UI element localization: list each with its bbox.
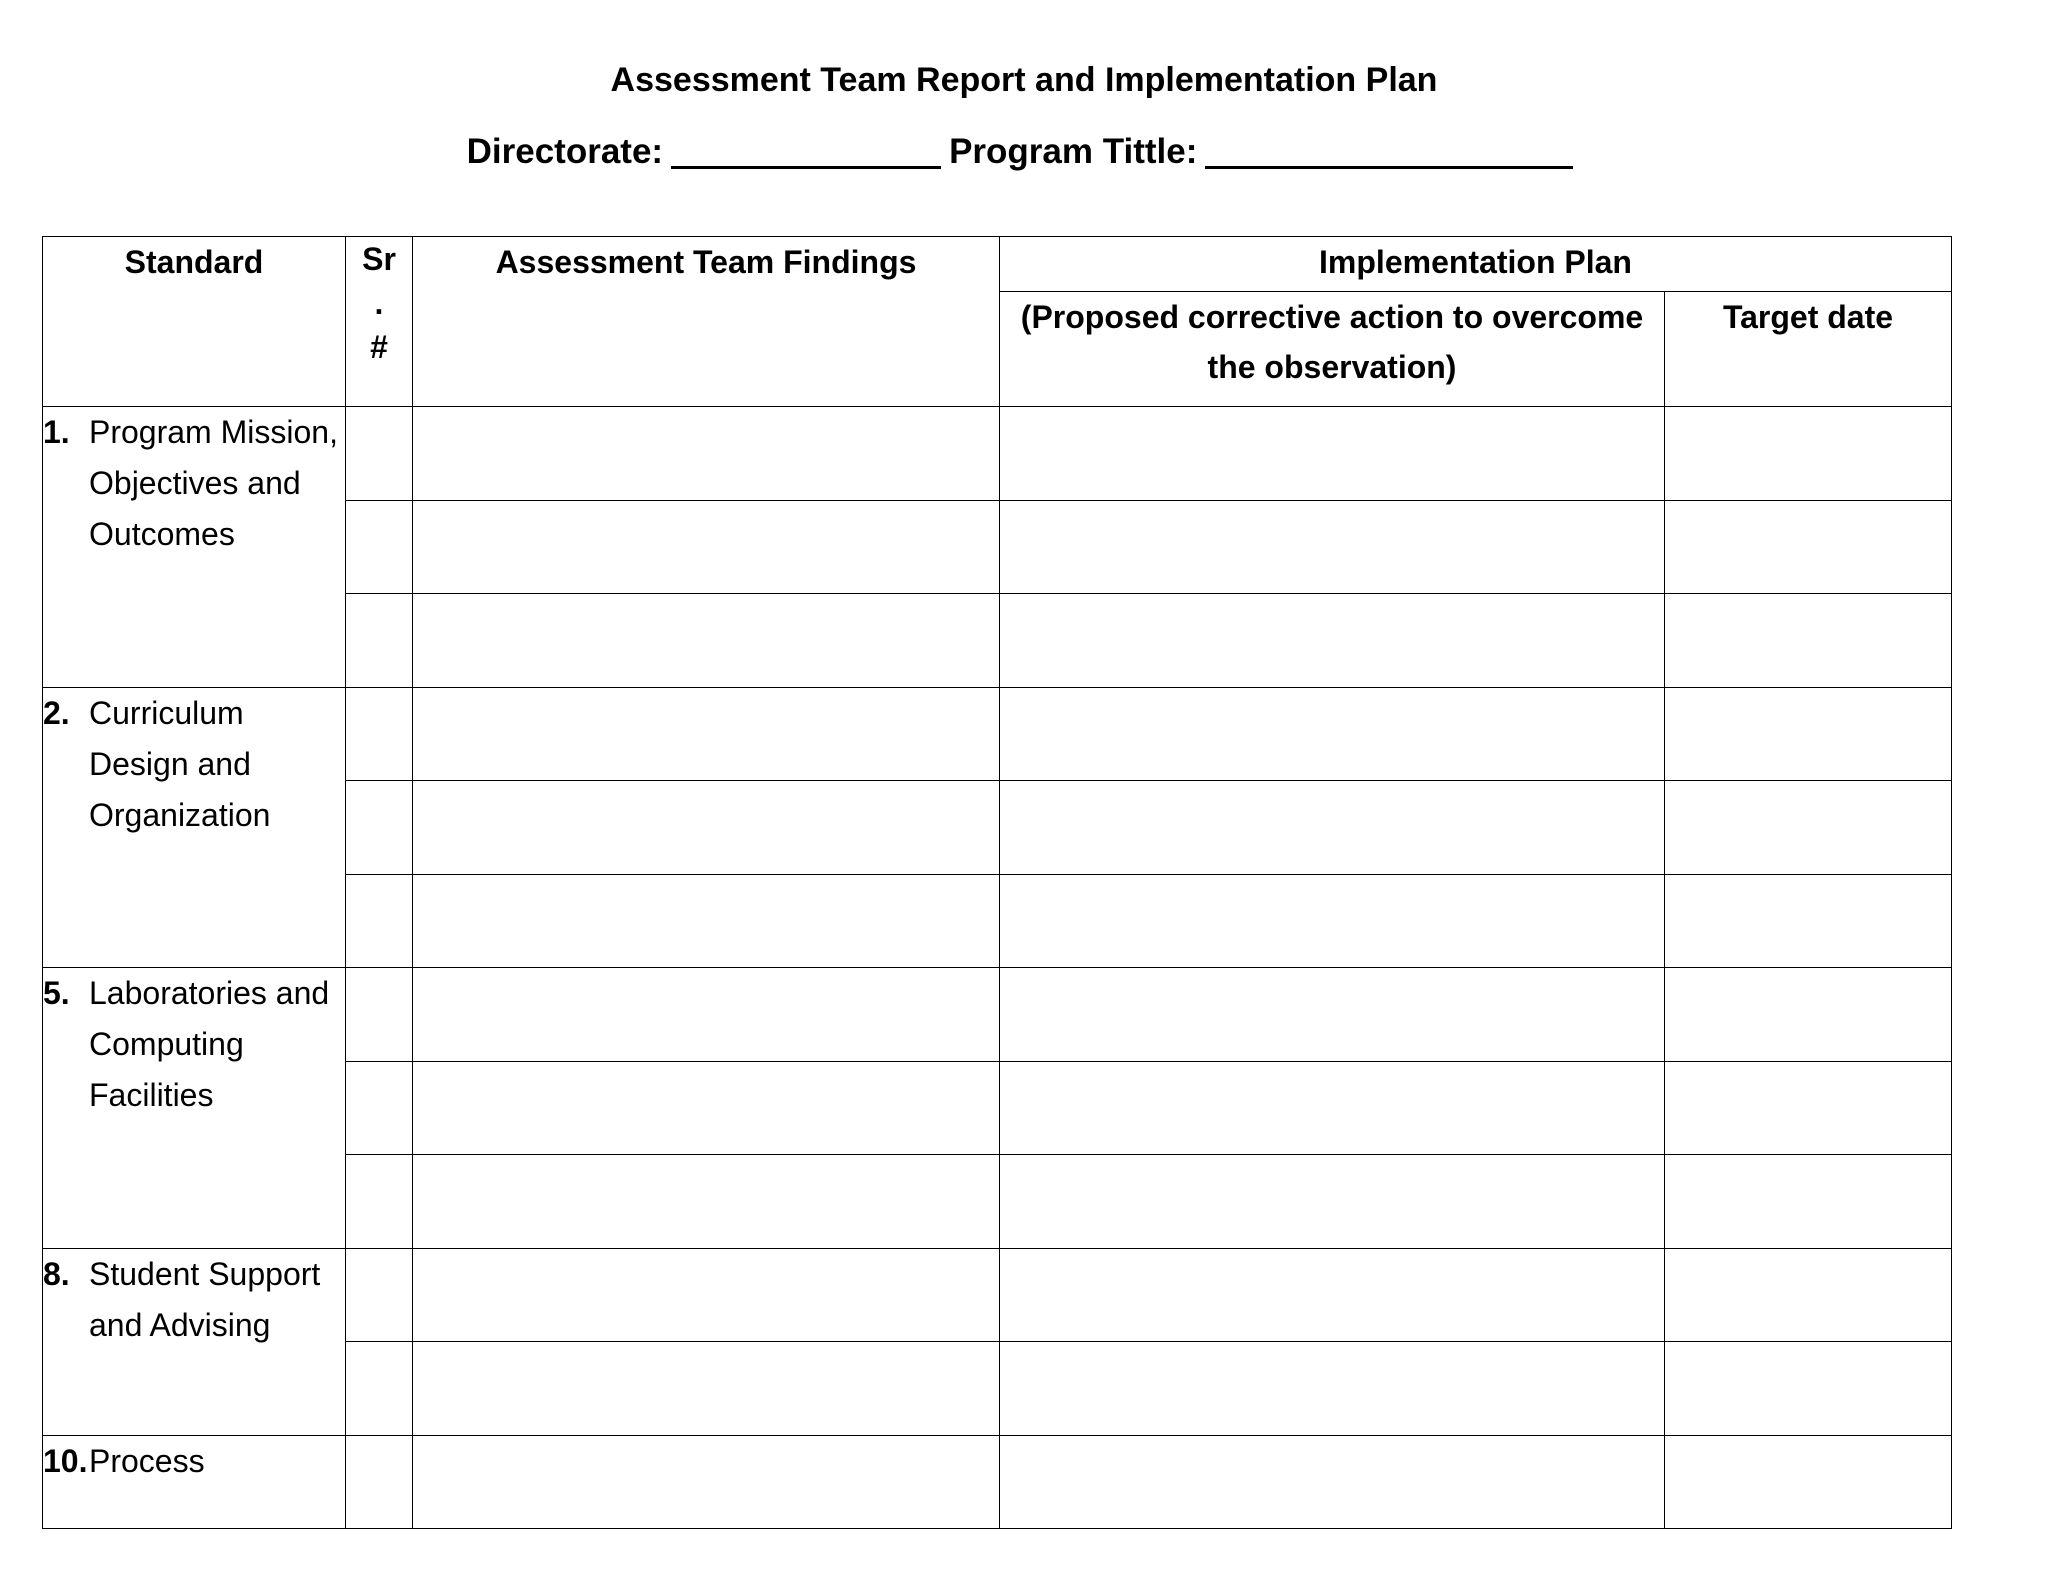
standard-name: Curriculum Design and Organization [89, 694, 271, 833]
findings-cell[interactable] [413, 781, 1000, 875]
program-title-blank-line[interactable] [1205, 130, 1573, 169]
header-standard: Standard [43, 237, 346, 407]
header-sr-line1: Sr [362, 241, 396, 277]
table-row [43, 1248, 1952, 1342]
serial-number-cell[interactable] [346, 968, 413, 1062]
corrective-action-cell[interactable] [1000, 1342, 1665, 1436]
table-row [43, 407, 1952, 501]
header-corrective-action: (Proposed corrective action to overcome the observation) [1000, 292, 1665, 407]
target-date-cell[interactable] [1665, 1155, 1952, 1249]
standard-cell [43, 968, 346, 1249]
standard-cell [43, 1248, 346, 1435]
findings-cell[interactable] [413, 1061, 1000, 1155]
target-date-cell[interactable] [1665, 500, 1952, 594]
table-body [43, 407, 1952, 1529]
serial-number-cell[interactable] [346, 687, 413, 781]
serial-number-cell[interactable] [346, 1248, 413, 1342]
standard-name: Program Mission, Objectives and Outcomes [89, 414, 338, 552]
standard-cell [43, 1435, 346, 1529]
directorate-blank-line[interactable] [671, 130, 941, 169]
standard-cell [43, 687, 346, 968]
implementation-plan-table [42, 236, 1952, 1529]
serial-number-cell[interactable] [346, 1342, 413, 1436]
findings-cell[interactable] [413, 968, 1000, 1062]
findings-cell[interactable] [413, 1155, 1000, 1249]
target-date-cell[interactable] [1665, 1435, 1952, 1529]
serial-number-cell[interactable] [346, 1435, 413, 1529]
corrective-action-cell[interactable] [1000, 1248, 1665, 1342]
header-target-date: Target date [1665, 292, 1952, 407]
document-subtitle [0, 126, 2048, 178]
header-sr-line2: . [374, 285, 384, 321]
corrective-action-cell[interactable] [1000, 874, 1665, 968]
target-date-cell[interactable] [1665, 687, 1952, 781]
standard-number: 5. [43, 975, 70, 1011]
corrective-action-cell[interactable] [1000, 500, 1665, 594]
serial-number-cell[interactable] [346, 500, 413, 594]
corrective-action-cell[interactable] [1000, 1435, 1665, 1529]
serial-number-cell[interactable] [346, 594, 413, 688]
target-date-cell[interactable] [1665, 1248, 1952, 1342]
standard-name: Student Support and Advising [89, 1255, 321, 1343]
standard-cell [43, 407, 346, 688]
table-row [43, 968, 1952, 1062]
target-date-cell[interactable] [1665, 594, 1952, 688]
standard-name: Process [89, 1442, 205, 1479]
table-row [43, 1435, 1952, 1529]
header-findings: Assessment Team Findings [413, 237, 1000, 407]
corrective-action-cell[interactable] [1000, 1155, 1665, 1249]
corrective-action-cell[interactable] [1000, 407, 1665, 501]
serial-number-cell[interactable] [346, 874, 413, 968]
target-date-cell[interactable] [1665, 874, 1952, 968]
corrective-action-cell[interactable] [1000, 594, 1665, 688]
target-date-cell[interactable] [1665, 781, 1952, 875]
target-date-cell[interactable] [1665, 1342, 1952, 1436]
standard-number: 1. [43, 414, 70, 450]
header-serial-number [346, 237, 413, 407]
corrective-action-cell[interactable] [1000, 968, 1665, 1062]
findings-cell[interactable] [413, 407, 1000, 501]
target-date-cell[interactable] [1665, 968, 1952, 1062]
directorate-label: Directorate: [466, 132, 664, 171]
findings-cell[interactable] [413, 687, 1000, 781]
findings-cell[interactable] [413, 500, 1000, 594]
serial-number-cell[interactable] [346, 1155, 413, 1249]
program-title-label: Program Tittle: [949, 132, 1198, 171]
serial-number-cell[interactable] [346, 407, 413, 501]
table-row [43, 687, 1952, 781]
corrective-action-cell[interactable] [1000, 1061, 1665, 1155]
header-implementation-plan: Implementation Plan [1000, 237, 1952, 292]
serial-number-cell[interactable] [346, 1061, 413, 1155]
corrective-action-cell[interactable] [1000, 687, 1665, 781]
findings-cell[interactable] [413, 594, 1000, 688]
findings-cell[interactable] [413, 1342, 1000, 1436]
standard-name: Laboratories and Computing Facilities [89, 975, 330, 1113]
serial-number-cell[interactable] [346, 781, 413, 875]
standard-number: 10. [43, 1442, 88, 1479]
findings-cell[interactable] [413, 1435, 1000, 1529]
findings-cell[interactable] [413, 874, 1000, 968]
document-title: Assessment Team Report and Implementation Plan [610, 61, 1438, 99]
standard-number: 8. [43, 1255, 70, 1292]
header-sr-line3: # [370, 329, 388, 365]
target-date-cell[interactable] [1665, 1061, 1952, 1155]
findings-cell[interactable] [413, 1248, 1000, 1342]
corrective-action-cell[interactable] [1000, 781, 1665, 875]
standard-number: 2. [43, 694, 70, 731]
target-date-cell[interactable] [1665, 407, 1952, 501]
